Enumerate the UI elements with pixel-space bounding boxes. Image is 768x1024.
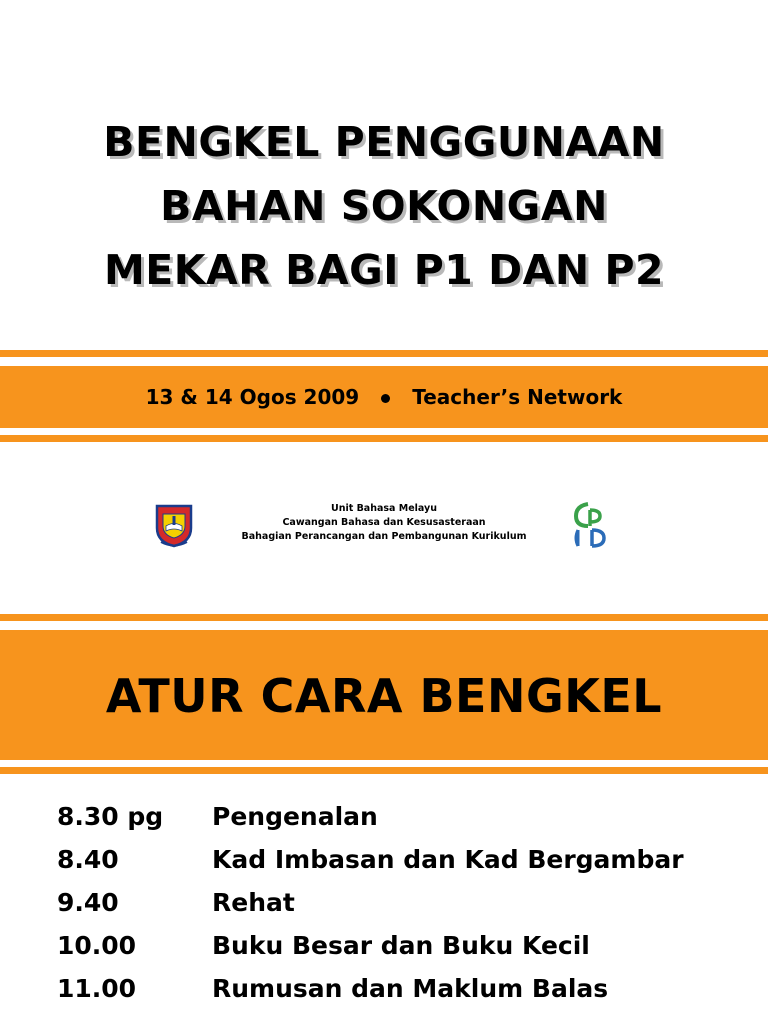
- org-line-3: Bahagian Perancangan dan Pembangunan Kurikulum: [241, 531, 527, 542]
- organization-block: [0, 500, 768, 550]
- event-info: [0, 366, 768, 428]
- title-line-3: MEKAR BAGI P1 DAN P2: [103, 246, 665, 294]
- section-stripe-2: [0, 767, 768, 774]
- event-venue: Teacher’s Network: [412, 385, 623, 409]
- top-stripe-2: [0, 435, 768, 442]
- title-line-1: BENGKEL PENGGUNAAN: [103, 118, 665, 166]
- main-title: [0, 110, 768, 302]
- cpd-logo-icon: [570, 500, 610, 550]
- schedule-time: 8.40: [57, 845, 119, 874]
- schedule-row: [57, 881, 757, 924]
- schedule-time: 9.40: [57, 888, 119, 917]
- ministry-crest-icon: [153, 502, 195, 548]
- title-line-2: BAHAN SOKONGAN: [160, 182, 608, 230]
- schedule-item: Rehat: [212, 888, 295, 917]
- schedule-time: 11.00: [57, 974, 137, 1003]
- schedule-row: [57, 924, 757, 967]
- schedule-row: [57, 795, 757, 838]
- org-line-2: Cawangan Bahasa dan Kesusasteraan: [282, 517, 486, 528]
- schedule-item: Buku Besar dan Buku Kecil: [212, 931, 590, 960]
- top-stripe-1: [0, 350, 768, 357]
- section-stripe-1: [0, 614, 768, 621]
- schedule-item: Rumusan dan Maklum Balas: [212, 974, 609, 1003]
- schedule-item: Pengenalan: [212, 802, 378, 831]
- schedule-time: 8.30 pg: [57, 802, 164, 831]
- schedule-item: Kad Imbasan dan Kad Bergambar: [212, 845, 684, 874]
- section-title: ATUR CARA BENGKEL: [105, 669, 663, 723]
- schedule-row: [57, 967, 757, 1010]
- organization-text: [200, 502, 568, 544]
- event-date: 13 & 14 Ogos 2009: [145, 385, 360, 409]
- bullet-icon: [381, 394, 390, 403]
- schedule-row: [57, 838, 757, 881]
- schedule-list: [57, 795, 757, 1010]
- org-line-1: Unit Bahasa Melayu: [330, 503, 437, 514]
- schedule-time: 10.00: [57, 931, 137, 960]
